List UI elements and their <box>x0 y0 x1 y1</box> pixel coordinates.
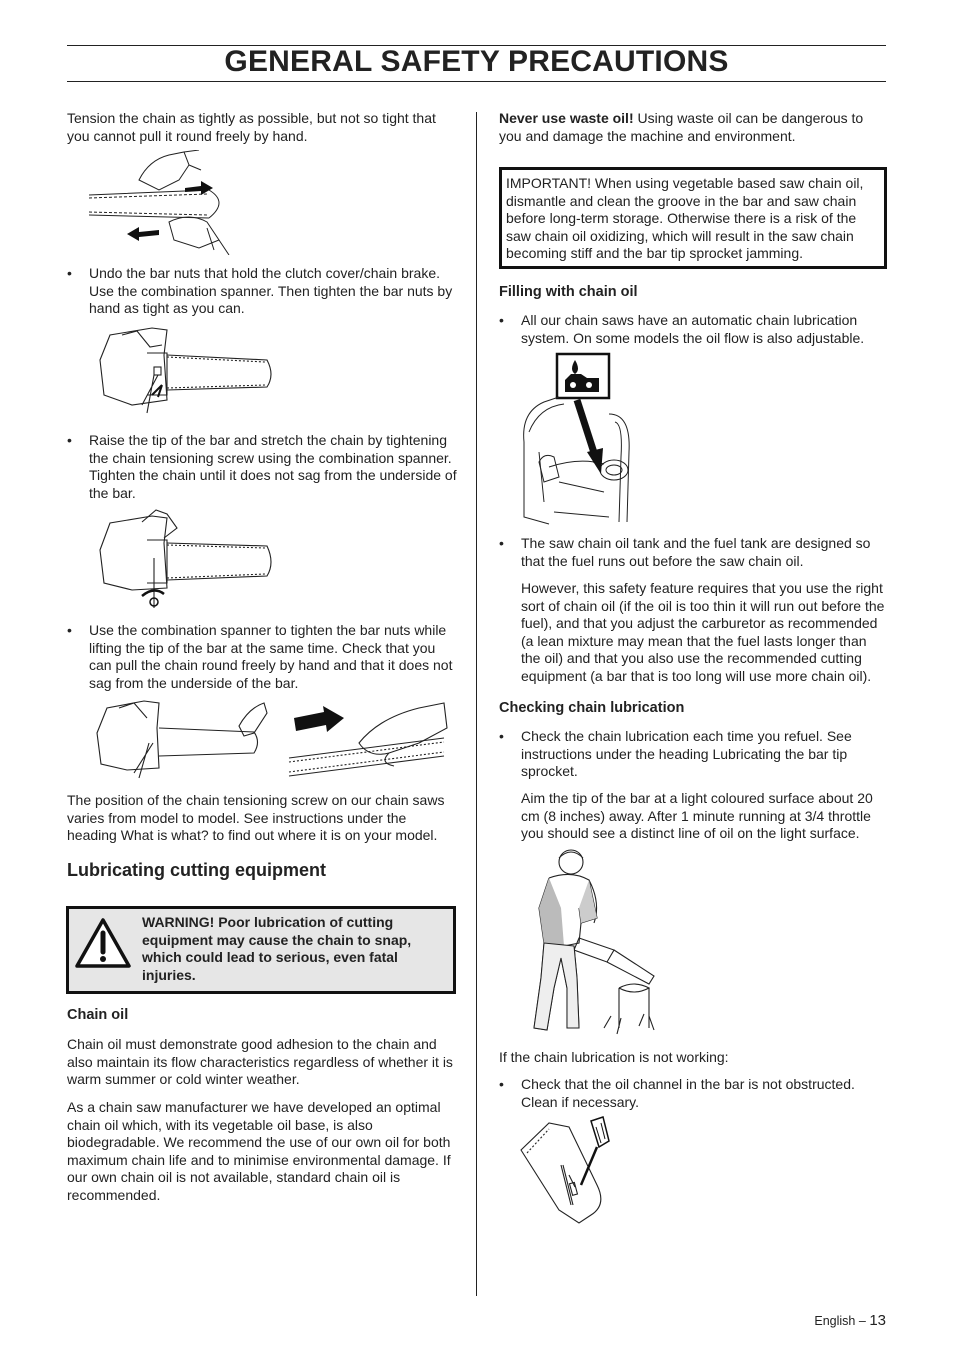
bullet-text: Raise the tip of the bar and stretch the chain by tightening the chain tensioning screw using the combination spanner. Tighten the chain until it does not sag from the underside of the bar. <box>89 432 457 501</box>
arrow-right-icon <box>185 181 213 195</box>
chain-oil-paragraph-2: As a chain saw manufacturer we have developed an optimal chain oil which, with its vegetable oil base, is also biodegradable. We recommend the use of our own oil for both maximum chain life and to minimise environmental damage. If our own chain oil is not available, standard chain oil is recommended. <box>67 1099 451 1203</box>
tank-safety-paragraph: However, this safety feature requires that you use the right sort of chain oil (if the oil is too thin it will run out before the fuel), and that you adjust the carburetor as recommended (a lean mixture may mean that the fuel lasts longer than the oil) and that you also use the recommended cutting equipment (a bar that is too long will use more chain oil). <box>521 580 885 684</box>
waste-oil-rest: Using waste oil can be dangerous to you and damage the machine and environment. <box>499 110 864 144</box>
bullet-dot: • <box>499 535 504 551</box>
chainsaw-lift-tip-illustration <box>89 698 454 790</box>
not-working-text: If the chain lubrication is not working: <box>499 1049 729 1065</box>
chainsaw-bar-nuts-illustration <box>92 325 277 420</box>
arrow-left-icon <box>127 227 159 241</box>
waste-oil-text <box>499 110 884 145</box>
hands-chain-illustration <box>89 150 269 255</box>
bullet-text: Check the chain lubrication each time you refuel. See instructions under the heading Lubricating the bar tip sprocket. <box>521 728 852 779</box>
bullet-dot: • <box>67 265 72 281</box>
waste-oil-bold: Never use waste oil! <box>499 110 634 126</box>
footer-dash: – <box>858 1314 866 1328</box>
bullet-dot: • <box>67 432 72 448</box>
bullet-dot: • <box>67 622 72 638</box>
important-text: IMPORTANT! When using vegetable based saw chain oil, dismantle and clean the groove in the bar and saw chain before long-term storage. Otherwise there is a risk of the saw chain oil oxidizing, which will result in the saw chain becoming stiff and the bar tip sprocket jamming. <box>506 175 864 261</box>
bullet-text: Check that the oil channel in the bar is not obstructed. Clean if necessary. <box>521 1076 855 1110</box>
warning-box <box>66 906 456 994</box>
chain-oil-heading: Chain oil <box>67 1007 129 1023</box>
bullet-text: The saw chain oil tank and the fuel tank are designed so that the fuel runs out before the saw chain oil. <box>521 535 871 569</box>
page-number: 13 <box>869 1312 886 1329</box>
aim-tip-paragraph: Aim the tip of the bar at a light coloured surface about 20 cm (8 inches) away. After 1 minute running at 3/4 throttle you should see a distinct line of oil on the light surface. <box>521 790 873 841</box>
footer-language: English <box>814 1314 856 1328</box>
arrow-right-icon <box>294 706 344 732</box>
page-footer <box>814 1312 886 1329</box>
chainsaw-tension-screw-illustration <box>92 508 277 613</box>
header-bottom-rule <box>67 81 886 82</box>
bullet-text: Use the combination spanner to tighten the bar nuts while lifting the tip of the bar at the same time. Check that you can pull the chain round freely by hand and that it does not sag from the underside of the bar. <box>89 622 453 691</box>
page-title: GENERAL SAFETY PRECAUTIONS <box>224 45 729 78</box>
bar-oil-channel-illustration <box>519 1115 614 1225</box>
checking-heading: Checking chain lubrication <box>499 700 685 716</box>
warning-text: WARNING! Poor lubrication of cutting equipment may cause the chain to snap, which could lead to serious, even fatal injuries. <box>142 914 412 983</box>
tension-screw-position-text: The position of the chain tensioning screw on our chain saws varies from model to model. See instructions under the heading What is what? to find out where it is on your model. <box>67 792 445 843</box>
bullet-dot: • <box>499 1076 504 1092</box>
bullet-dot: • <box>499 728 504 744</box>
filling-heading: Filling with chain oil <box>499 284 638 300</box>
warning-triangle-icon <box>74 917 132 969</box>
bullet-text: Undo the bar nuts that hold the clutch cover/chain brake. Use the combination spanner. Then tighten the bar nuts by hand as tight as you can. <box>89 265 453 316</box>
column-divider <box>476 112 477 1296</box>
bullet-dot: • <box>499 312 504 328</box>
oil-filler-cap-illustration <box>519 352 637 527</box>
section-heading-lubricating: Lubricating cutting equipment <box>67 860 326 880</box>
important-box <box>499 167 887 269</box>
intro-text: Tension the chain as tightly as possible, but not so tight that you cannot pull it round freely by hand. <box>67 110 436 144</box>
operator-checking-lubrication-illustration <box>519 848 659 1038</box>
bullet-text: All our chain saws have an automatic chain lubrication system. On some models the oil flow is also adjustable. <box>521 312 865 346</box>
chain-oil-paragraph-1: Chain oil must demonstrate good adhesion to the chain and also maintain its flow characteristics regardless of whether it is warm summer or cold winter weather. <box>67 1036 453 1087</box>
